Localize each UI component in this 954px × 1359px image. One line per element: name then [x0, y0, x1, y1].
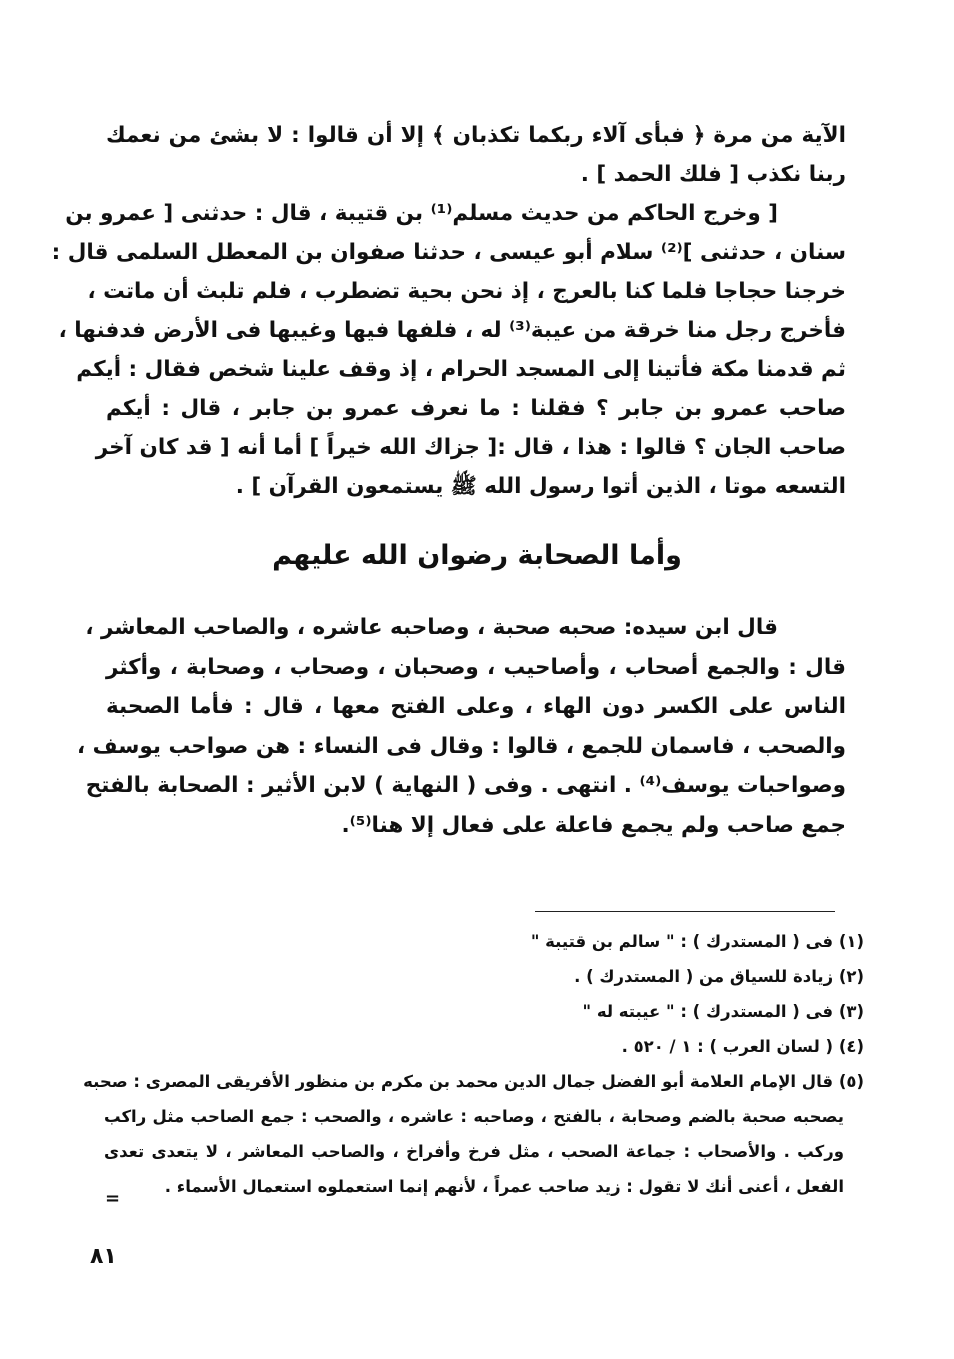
- text-line: خرجنا حجاجا فلما كنا بالعرج ، إذ نحن بحية تضطرب ، فلم تلبث أن ماتت ،: [87, 279, 846, 304]
- text-line: صاحب الجان ؟ قالوا : هذا ، قال :[ جزاك الله خيراً ] أما أنه [ قد كان آخر: [95, 435, 846, 460]
- text-line: صاحب عمرو بن جابر ؟ فقلنا : ما نعرف عمرو بن جابر ، قال : أيكم: [106, 396, 846, 421]
- footnote-4: (٤) ( لسان العرب ) : ١ / ٥٢٠ .: [621, 1037, 864, 1056]
- footnote-1: (١) فى ( المستدرك ) : " سالم بن قتيبة ": [530, 932, 864, 951]
- footnote-5-continuation: يصحبه صحبة بالضم وصحابة ، بالفتح ، وصاحبه : عاشره ، والصحب : جمع الصاحب مثل راكب: [104, 1107, 844, 1126]
- text-line: ربنا نكذب [ فلك الحمد ] .: [580, 162, 846, 187]
- text-line: التسعه موتا ، الذين أتوا رسول الله ﷺ يستمعون القرآن ] .: [235, 474, 846, 499]
- text-line: فأخرج رجل منا خرقة من عيبة⁽³⁾ له ، فلفها فيها وغيبها فى الأرض فدفنها ،: [58, 318, 846, 343]
- footnote-2: (٢) زيادة للسياق من ( المستدرك ) .: [574, 967, 864, 986]
- text-line: جمع صاحب ولم يجمع فاعلة على فعال إلا هنا⁽⁵⁾.: [341, 812, 846, 838]
- text-line: الناس على الكسر دون الهاء ، وعلى الفتح معها ، قال : فأما الصحبة: [106, 694, 846, 719]
- text-line: قال ابن سيده: صحبه صحبة ، وصاحبه عاشره ، والصاحب المعاشر ،: [85, 615, 778, 640]
- text-line: قال : والجمع أصحاب ، وأصاحيب ، وصحبان ، وصحاب ، وصحابة ، وأكثر: [106, 654, 846, 680]
- body-paragraph-2: [77, 608, 846, 845]
- page-number: ٨١: [90, 1244, 117, 1269]
- text-line: [ وخرج الحاكم من حديث مسلم⁽¹⁾ بن قتيبة ، قال : حدثنى [ عمرو بن: [65, 201, 778, 226]
- footnote-5-continuation: الفعل ، أعنى أنك لا تقول : زيد صاحب عمراً ، لأنهم إنما استعملوه استعمال الأسماء .: [164, 1177, 844, 1196]
- footnote-5-continuation: وركب . والأصحاب : جماعة الصحب ، مثل فرخ وأفراخ ، والصاحب المعاشر ، لا يتعدى تعدى: [104, 1142, 844, 1161]
- footnote-5: (٥) قال الإمام العلامة أبو الفضل جمال الدين محمد بن مكرم بن منظور الأفريقى المصرى : صحبه: [83, 1072, 864, 1091]
- text-line: ثم قدمنا مكة فأتينا إلى المسجد الحرام ، إذ وقف علينا شخص فقال : أيكم: [76, 357, 846, 382]
- text-line: سنان ، حدثنى ]⁽²⁾ سلام أبو عيسى ، حدثنا صفوان بن المعطل السلمى قال :: [51, 240, 846, 265]
- continuation-mark: =: [105, 1188, 121, 1209]
- text-line: وصواحبات يوسف⁽⁴⁾ . انتهى . وفى ( النهاية ) لابن الأثير : الصحابة بالفتح: [85, 773, 846, 798]
- text-line: الآية من مرة ﴿ فبأى آلاء ربكما تكذبان ﴾ إلا أن قالوا : لا بشئ من نعمك: [106, 123, 846, 148]
- footnote-separator: [535, 911, 835, 912]
- body-paragraph-1: [51, 116, 846, 506]
- section-heading: وأما الصحابة رضوان الله عليهم: [272, 540, 682, 571]
- text-line: والصحب ، فاسمان للجمع ، قالوا : وقال فى النساء : هن صواحب يوسف ،: [77, 733, 846, 759]
- footnotes: [83, 924, 864, 1204]
- footnote-3: (٣) فى ( المستدرك ) : " عيبته له ": [582, 1002, 864, 1021]
